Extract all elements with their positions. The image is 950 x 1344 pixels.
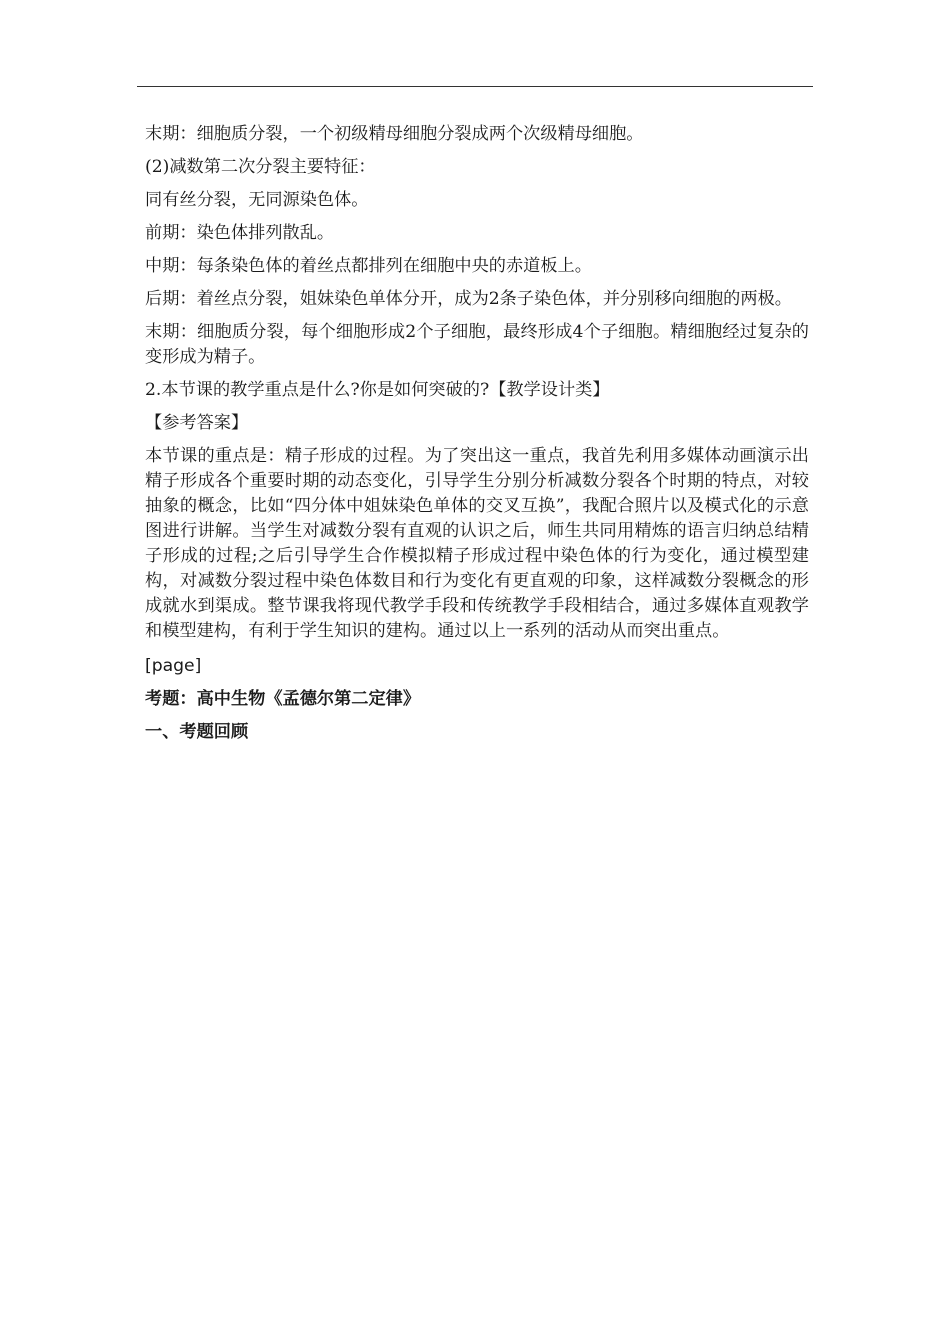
paragraph-like-mitosis: 同有丝分裂，无同源染色体。 <box>145 190 369 210</box>
header-rule <box>137 86 813 87</box>
exam-title: 考题：高中生物《孟德尔第二定律》 <box>145 689 421 709</box>
reference-answer-text: 本节课的重点是：精子形成的过程。为了突出这一重点，我首先利用多媒体动画演示出精子形成各个重要时期的动态变化，引导学生分别分析减数分裂各个时期的特点，对较抽象的概念，比如“四分体中姐妹染色单体的交叉互换”，我配合照片以及模式化的示意图进行讲解。当学生对减数分裂有直观的认识之后，师生共同用精炼的语言归纳总结精子形成的过程;之后引导学生合作模拟精子形成过程中染色体的行为变化，通过模型建构，对减数分裂过程中染色体数目和行为变化有更直观的印象，这样减数分裂概念的形成就水到渠成。整节课我将现代教学手段和传统教学手段相结合，通过多媒体直观教学和模型建构，有利于学生知识的建构。通过以上一系列的活动从而突出重点。 <box>145 446 809 641</box>
reference-answer-label: 【参考答案】 <box>145 413 249 433</box>
paragraph-metaphase-2: 中期：每条染色体的着丝点都排列在细胞中央的赤道板上。 <box>145 256 592 276</box>
paragraph-prophase-2: 前期：染色体排列散乱。 <box>145 223 335 243</box>
paragraph-anaphase-2: 后期：着丝点分裂，姐妹染色单体分开，成为2条子染色体，并分别移向细胞的两极。 <box>145 289 792 309</box>
section-heading: 一、考题回顾 <box>145 722 249 742</box>
question-2: 2.本节课的教学重点是什么?你是如何突破的?【教学设计类】 <box>145 380 610 400</box>
paragraph-meiosis-2-heading: (2)减数第二次分裂主要特征： <box>145 157 376 177</box>
page-marker: [page] <box>145 656 202 676</box>
paragraph-telophase-2: 末期：细胞质分裂，每个细胞形成2个子细胞，最终形成4个子细胞。精细胞经过复杂的变形成为精子。 <box>145 322 809 367</box>
document-body <box>145 122 809 753</box>
paragraph-telophase-1: 末期：细胞质分裂，一个初级精母细胞分裂成两个次级精母细胞。 <box>145 124 644 144</box>
